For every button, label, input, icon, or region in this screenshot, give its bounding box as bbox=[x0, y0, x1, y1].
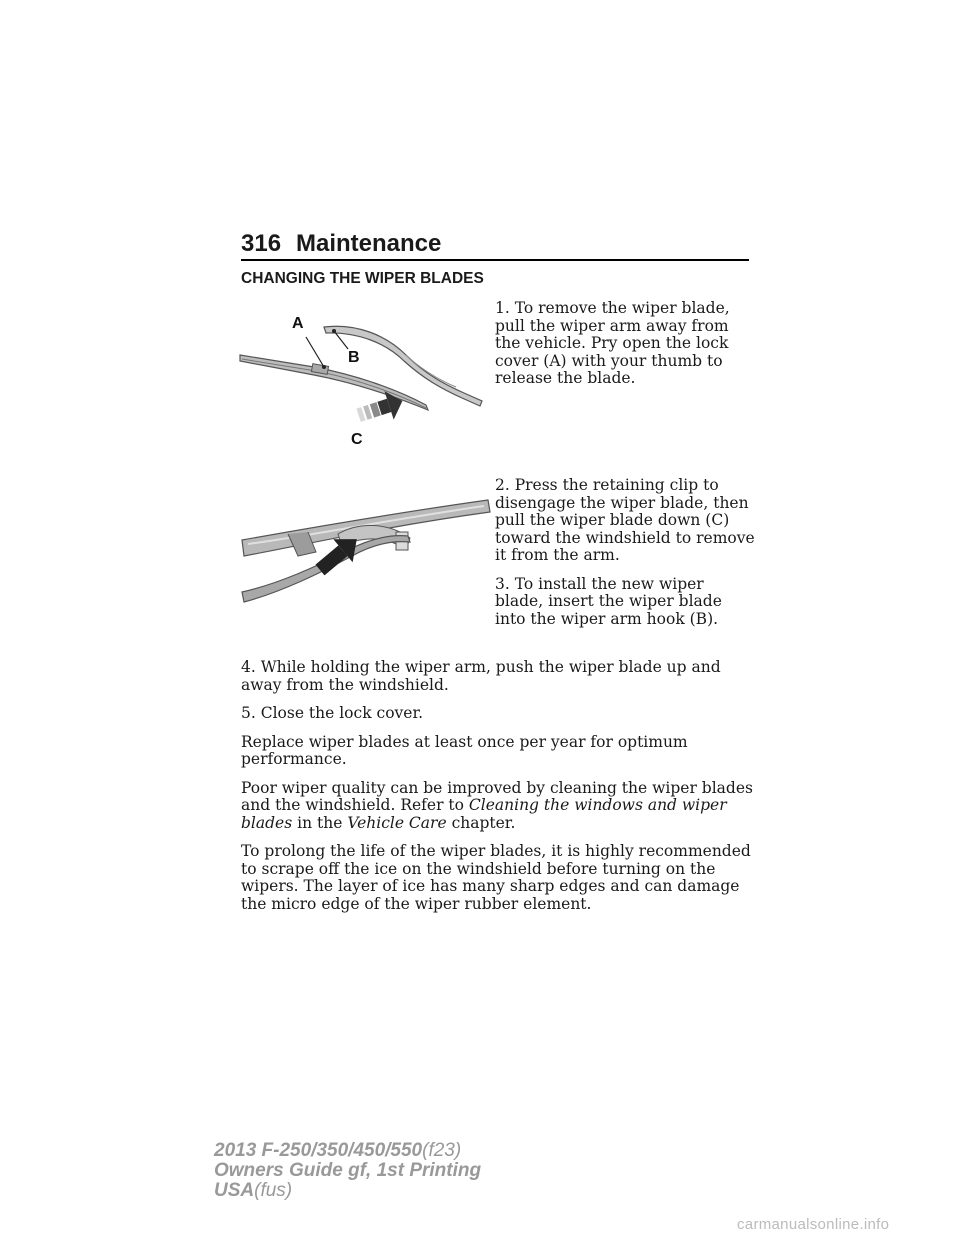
steps-column-2 bbox=[495, 477, 755, 639]
poor-quality-mid: in the bbox=[297, 813, 343, 832]
footer bbox=[214, 1141, 481, 1201]
poor-quality-paragraph bbox=[241, 780, 756, 833]
step-1: 1. To remove the wiper blade, pull the wiper arm away from the vehicle. Pry open the lock cover (A) with your thumb to release the blade. bbox=[495, 299, 730, 387]
footer-line-1 bbox=[214, 1141, 481, 1161]
cross-reference-section: Cleaning the windows and wiper blades bbox=[241, 796, 727, 832]
footer-region-code: (fus) bbox=[254, 1180, 293, 1201]
cross-reference-chapter: Vehicle Care bbox=[347, 813, 447, 832]
footer-model: 2013 F-250/350/450/550 bbox=[214, 1140, 423, 1161]
prolong-paragraph: To prolong the life of the wiper blades, it is highly recommended to scrape off the ice on the windshield before turning on the wipers. The layer of ice has many sharp edges and can damage the micro edge of the wiper rubber element. bbox=[241, 842, 751, 913]
footer-line-2: Owners Guide gf, 1st Printing bbox=[214, 1160, 482, 1181]
label-b: B bbox=[348, 349, 360, 366]
section-heading: CHANGING THE WIPER BLADES bbox=[241, 270, 484, 287]
section-title: Maintenance bbox=[296, 230, 442, 257]
footer-region: USA bbox=[214, 1180, 255, 1201]
watermark: carmanualsonline.info bbox=[737, 1216, 890, 1233]
step-3: 3. To install the new wiper blade, insert the wiper blade into the wiper arm hook (B). bbox=[495, 574, 722, 628]
poor-quality-prefix: Poor wiper quality can be improved by cleaning the wiper blades and the windshield. Refer to bbox=[241, 778, 753, 814]
poor-quality-suffix: chapter. bbox=[451, 813, 516, 832]
label-a: A bbox=[292, 315, 304, 332]
header-rule bbox=[241, 259, 749, 261]
page-number: 316 bbox=[241, 230, 282, 257]
step-5: 5. Close the lock cover. bbox=[241, 704, 424, 722]
footer-line-3 bbox=[214, 1181, 481, 1201]
body-text bbox=[241, 659, 756, 924]
label-c: C bbox=[351, 431, 363, 448]
steps-column-1 bbox=[495, 300, 755, 399]
footer-code: (f23) bbox=[422, 1140, 462, 1161]
wiper-removal-illustration bbox=[236, 305, 492, 455]
step-4: 4. While holding the wiper arm, push the wiper blade up and away from the windshield. bbox=[241, 658, 721, 694]
replace-paragraph: Replace wiper blades at least once per year for optimum performance. bbox=[241, 732, 688, 768]
retaining-clip-illustration bbox=[238, 492, 492, 607]
step-2: 2. Press the retaining clip to disengage the wiper blade, then pull the wiper blade down (C) toward the windshield to remove it from the arm. bbox=[495, 476, 755, 564]
